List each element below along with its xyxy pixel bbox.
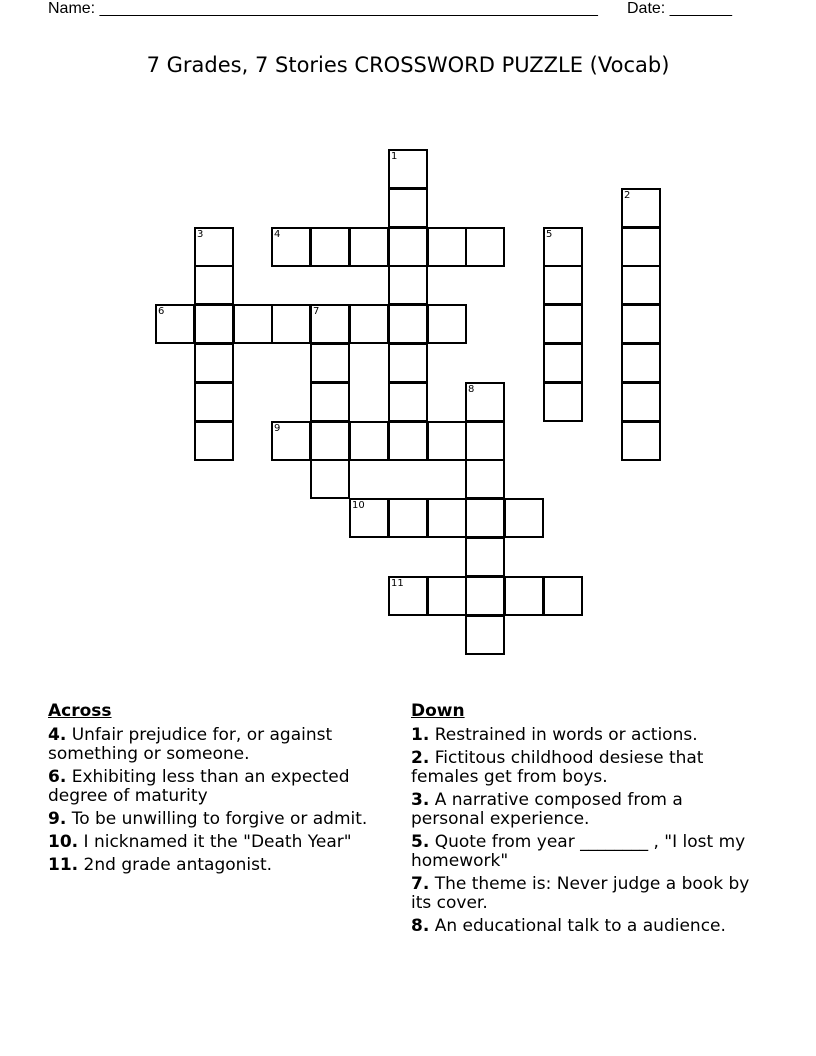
- clue-number: 3.: [411, 790, 430, 810]
- clue-number: 7.: [411, 874, 430, 894]
- crossword-cell[interactable]: [388, 382, 428, 422]
- crossword-cell[interactable]: [194, 343, 234, 383]
- down-clue: [411, 875, 756, 913]
- cell-number: 9: [274, 423, 281, 434]
- clue-number: 5.: [411, 832, 430, 852]
- crossword-cell[interactable]: [388, 421, 428, 461]
- clue-number: 4.: [48, 725, 67, 745]
- clue-text: Unfair prejudice for, or against something or someone.: [48, 725, 333, 764]
- crossword-cell[interactable]: [427, 421, 467, 461]
- crossword-cell[interactable]: [621, 265, 661, 305]
- clue-number: 9.: [48, 809, 67, 829]
- crossword-cell[interactable]: [427, 498, 467, 538]
- clue-text: Restrained in words or actions.: [434, 725, 698, 745]
- crossword-cell[interactable]: [233, 304, 273, 344]
- crossword-cell[interactable]: [543, 265, 583, 305]
- crossword-cell[interactable]: [504, 576, 544, 616]
- crossword-cell[interactable]: [194, 304, 234, 344]
- crossword-cell[interactable]: [194, 227, 234, 267]
- clue-text: Quote from year ________ , "I lost my homework": [411, 832, 746, 871]
- crossword-cell[interactable]: [465, 421, 505, 461]
- crossword-cell[interactable]: [155, 304, 195, 344]
- crossword-cell[interactable]: [427, 304, 467, 344]
- crossword-cell[interactable]: [465, 227, 505, 267]
- clue-number: 1.: [411, 725, 430, 745]
- crossword-cell[interactable]: [465, 459, 505, 499]
- crossword-cell[interactable]: [427, 227, 467, 267]
- cell-number: 2: [624, 190, 631, 201]
- crossword-cell[interactable]: [465, 498, 505, 538]
- crossword-cell[interactable]: [621, 227, 661, 267]
- crossword-cell[interactable]: [388, 576, 428, 616]
- crossword-cell[interactable]: [194, 382, 234, 422]
- across-clue: [48, 833, 378, 852]
- page-title: 7 Grades, 7 Stories CROSSWORD PUZZLE (Vocab): [146, 53, 670, 77]
- crossword-cell[interactable]: [621, 304, 661, 344]
- crossword-cell[interactable]: [465, 537, 505, 577]
- down-heading: Down: [411, 701, 465, 721]
- crossword-cell[interactable]: [310, 421, 350, 461]
- clue-number: 2.: [411, 748, 430, 768]
- clue-text: A narrative composed from a personal experience.: [411, 790, 683, 829]
- clue-text: Fictitous childhood desiese that females get from boys.: [411, 748, 704, 787]
- crossword-cell[interactable]: [388, 188, 428, 228]
- clue-number: 6.: [48, 767, 67, 787]
- crossword-cell[interactable]: [465, 576, 505, 616]
- clue-text: Exhibiting less than an expected degree of maturity: [48, 767, 350, 806]
- crossword-cell[interactable]: [543, 576, 583, 616]
- crossword-cell[interactable]: [271, 227, 311, 267]
- crossword-cell[interactable]: [349, 421, 389, 461]
- crossword-cell[interactable]: [543, 227, 583, 267]
- clue-text: 2nd grade antagonist.: [83, 855, 273, 875]
- crossword-cell[interactable]: [388, 265, 428, 305]
- crossword-cell[interactable]: [349, 498, 389, 538]
- crossword-cell[interactable]: [388, 343, 428, 383]
- crossword-cell[interactable]: [349, 304, 389, 344]
- crossword-cell[interactable]: [427, 576, 467, 616]
- down-clue: [411, 917, 756, 936]
- clue-text: I nicknamed it the "Death Year": [83, 832, 352, 852]
- across-clue: [48, 726, 378, 764]
- cell-number: 3: [197, 229, 204, 240]
- cell-number: 6: [158, 306, 165, 317]
- down-clue: [411, 791, 756, 829]
- across-clues: [48, 702, 378, 879]
- cell-number: 4: [274, 229, 281, 240]
- clue-number: 8.: [411, 916, 430, 936]
- down-clues: [411, 702, 756, 940]
- crossword-cell[interactable]: [388, 227, 428, 267]
- cell-number: 8: [468, 384, 475, 395]
- name-field-line: Name: ________________________________________________________: [48, 0, 598, 17]
- crossword-cell[interactable]: [310, 304, 350, 344]
- crossword-cell[interactable]: [621, 382, 661, 422]
- cell-number: 10: [352, 500, 365, 511]
- crossword-cell[interactable]: [465, 615, 505, 655]
- clue-text: To be unwilling to forgive or admit.: [71, 809, 368, 829]
- crossword-cell[interactable]: [543, 382, 583, 422]
- across-clue: [48, 856, 378, 875]
- crossword-cell[interactable]: [349, 227, 389, 267]
- crossword-cell[interactable]: [465, 382, 505, 422]
- crossword-cell[interactable]: [621, 421, 661, 461]
- cell-number: 7: [313, 306, 320, 317]
- crossword-cell[interactable]: [543, 343, 583, 383]
- cell-number: 5: [546, 229, 553, 240]
- across-clue: [48, 768, 378, 806]
- clue-number: 10.: [48, 832, 79, 852]
- crossword-cell[interactable]: [310, 459, 350, 499]
- across-clue: [48, 810, 378, 829]
- date-field-line: Date: _______: [627, 0, 732, 17]
- crossword-cell[interactable]: [194, 421, 234, 461]
- crossword-cell[interactable]: [310, 227, 350, 267]
- crossword-cell[interactable]: [504, 498, 544, 538]
- down-clue: [411, 749, 756, 787]
- crossword-cell[interactable]: [271, 421, 311, 461]
- crossword-cell[interactable]: [388, 149, 428, 189]
- crossword-cell[interactable]: [388, 304, 428, 344]
- clue-number: 11.: [48, 855, 79, 875]
- crossword-cell[interactable]: [621, 188, 661, 228]
- crossword-cell[interactable]: [388, 498, 428, 538]
- across-heading: Across: [48, 701, 112, 721]
- crossword-cell[interactable]: [271, 304, 311, 344]
- clue-text: An educational talk to a audience.: [434, 916, 726, 936]
- crossword-cell[interactable]: [194, 265, 234, 305]
- crossword-cell[interactable]: [310, 382, 350, 422]
- clue-text: The theme is: Never judge a book by its cover.: [411, 874, 750, 913]
- cell-number: 11: [391, 578, 404, 589]
- cell-number: 1: [391, 151, 398, 162]
- crossword-cell[interactable]: [310, 343, 350, 383]
- down-clue: [411, 726, 756, 745]
- crossword-cell[interactable]: [543, 304, 583, 344]
- crossword-cell[interactable]: [621, 343, 661, 383]
- down-clue: [411, 833, 756, 871]
